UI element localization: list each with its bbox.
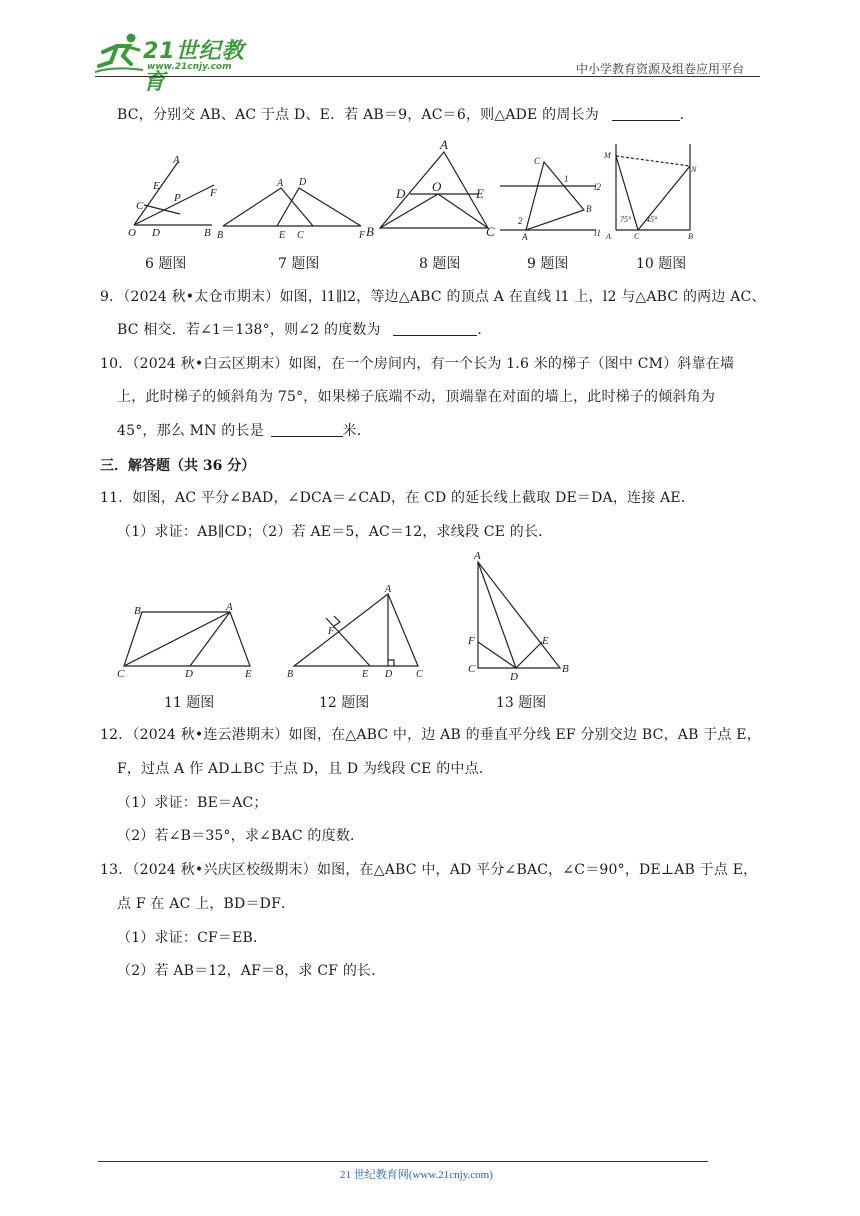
fig7-label-D: D	[299, 177, 307, 188]
fig9-label-A: A	[522, 232, 528, 242]
figure-13	[460, 548, 580, 684]
q12-sub2: （2）若∠B＝35°，求∠BAC 的度数．	[117, 828, 365, 844]
q13-line1: 13．（2024 秋•兴庆区校级期末）如图，在△ABC 中，AD 平分∠BAC，∠C＝90°，DE⊥AB 于点 E，	[100, 862, 758, 878]
figure-9	[494, 150, 614, 242]
fig10-label-B: B	[688, 232, 693, 241]
figure-12	[284, 582, 430, 680]
header-rule	[95, 76, 760, 77]
fig10-label-M: M	[604, 151, 611, 160]
fig8-label-E: E	[476, 186, 484, 201]
q13-line2: 点 F 在 AC 上，BD＝DF．	[117, 896, 296, 912]
q8-answer-blank[interactable]	[612, 106, 680, 121]
caption-fig9: 9 题图	[527, 256, 569, 272]
fig12-label-A: A	[385, 584, 392, 595]
figure-6	[124, 150, 220, 242]
fig7-label-C: C	[297, 230, 304, 241]
fig8-label-B: B	[366, 224, 374, 239]
logo-title: 21世纪教育	[143, 39, 245, 95]
fig10-label-75: 75°	[620, 215, 632, 224]
fig6-label-B: B	[204, 227, 211, 239]
fig13-label-C: C	[468, 663, 476, 675]
fig9-label-l1: l1	[594, 228, 602, 238]
fig10-label-N: N	[691, 165, 697, 174]
q9-line2	[117, 320, 492, 340]
fig10-label-45: 45°	[646, 215, 658, 224]
q10-line3-text: 45°，那么 MN 的长是	[117, 423, 264, 439]
q10-answer-blank[interactable]	[271, 422, 343, 437]
fig13-label-E: E	[542, 635, 549, 647]
fig6-label-A: A	[173, 154, 180, 166]
fig9-label-l2: l2	[594, 182, 602, 192]
q9-answer-blank[interactable]	[393, 321, 477, 336]
fig13-label-A: A	[474, 550, 481, 562]
q12-line1: 12．（2024 秋•连云港期末）如图，在△ABC 中，边 AB 的垂直平分线 EF 分别交边 BC，AB 于点 E，	[100, 727, 761, 743]
caption-fig8: 8 题图	[419, 256, 461, 272]
fig8-label-A: A	[440, 137, 448, 152]
fig12-label-C: C	[416, 669, 423, 680]
fig7-label-F: F	[359, 230, 366, 241]
q10-end: 米．	[342, 423, 371, 439]
logo-url: www.21cnjy.com	[147, 62, 232, 72]
fig6-label-C: C	[136, 200, 144, 212]
fig10-label-A: A	[606, 232, 611, 241]
caption-fig10: 10 题图	[636, 256, 687, 272]
fig11-label-A: A	[226, 601, 233, 613]
q11-line2: （1）求证：AB∥CD；（2）若 AE＝5，AC＝12，求线段 CE 的长．	[117, 524, 553, 540]
q10-line2: 上，此时梯子的倾斜角为 75°，如果梯子底端不动，顶端靠在对面的墙上，此时梯子的倾斜角为	[117, 389, 716, 405]
footer-link[interactable]: 21 世纪教育网(www.21cnjy.com)	[340, 1169, 493, 1181]
caption-fig7: 7 题图	[278, 256, 320, 272]
q9-line1: 9．（2024 秋•太仓市期末）如图，l1∥l2，等边△ABC 的顶点 A 在直线 l1 上，l2 与△ABC 的两边 AC、	[100, 289, 766, 305]
fig9-label-1: 1	[564, 174, 569, 184]
fig8-label-C: C	[486, 224, 495, 239]
fig9-label-2: 2	[518, 216, 523, 226]
q13-sub1: （1）求证：CF＝EB．	[117, 930, 268, 946]
platform-title: 中小学教育资源及组卷应用平台	[576, 62, 745, 76]
fig12-label-D: D	[385, 669, 393, 680]
fig13-label-B: B	[562, 663, 569, 675]
fig6-label-E: E	[153, 180, 160, 192]
figure-8	[366, 136, 502, 242]
figure-11	[114, 598, 266, 680]
fig10-label-C: C	[634, 232, 640, 241]
caption-fig6: 6 题图	[145, 256, 187, 272]
fig7-label-B: B	[217, 230, 224, 241]
figure-10	[602, 140, 698, 242]
fig8-label-O: O	[432, 179, 442, 194]
fig11-label-B: B	[134, 605, 141, 617]
fig11-label-C: C	[117, 668, 125, 680]
fig9-label-B: B	[586, 204, 592, 214]
footer-rule	[98, 1161, 708, 1162]
fig6-label-F: F	[210, 187, 217, 199]
fig12-label-F: F	[328, 626, 335, 637]
fig7-label-A: A	[277, 178, 284, 189]
fig12-label-B: B	[287, 669, 294, 680]
q8-end: ．	[679, 107, 694, 123]
caption-fig12: 12 题图	[319, 695, 370, 711]
fig6-label-O: O	[128, 227, 136, 239]
q9-line2-text: BC 相交．若∠1＝138°，则∠2 的度数为	[117, 322, 381, 338]
fig9-label-C: C	[534, 156, 541, 166]
runner-logo-icon	[95, 32, 145, 74]
figure-7	[215, 168, 370, 242]
section-3-title: 三．解答题（共 36 分）	[100, 458, 256, 474]
q13-sub2: （2）若 AB＝12，AF＝8，求 CF 的长．	[117, 963, 386, 979]
fig8-label-D: D	[396, 186, 406, 201]
fig6-label-D: D	[152, 227, 160, 239]
q8-tail	[117, 105, 694, 125]
fig7-label-E: E	[279, 230, 286, 241]
caption-fig13: 13 题图	[496, 695, 547, 711]
fig11-label-E: E	[245, 668, 252, 680]
q10-line3	[117, 421, 371, 441]
fig13-label-D: D	[510, 671, 518, 683]
q10-line1: 10．（2024 秋•白云区期末）如图，在一个房间内，有一个长为 1.6 米的梯子（图中 CM）斜靠在墙	[100, 356, 735, 372]
fig12-label-E: E	[362, 669, 369, 680]
caption-fig11: 11 题图	[164, 695, 215, 711]
q8-text: BC，分别交 AB、AC 于点 D、E．若 AB＝9，AC＝6，则△ADE 的周长为	[117, 107, 599, 123]
fig6-label-P: P	[174, 192, 181, 204]
header-logo	[95, 30, 265, 95]
q12-line2: F，过点 A 作 AD⊥BC 于点 D，且 D 为线段 CE 的中点．	[117, 761, 494, 777]
q9-end: ．	[477, 322, 492, 338]
q11-line1: 11．如图，AC 平分∠BAD，∠DCA＝∠CAD，在 CD 的延长线上截取 DE＝DA，连接 AE．	[100, 490, 696, 506]
fig13-label-F: F	[468, 635, 475, 647]
q12-sub1: （1）求证：BE＝AC；	[117, 795, 268, 811]
fig11-label-D: D	[185, 668, 193, 680]
